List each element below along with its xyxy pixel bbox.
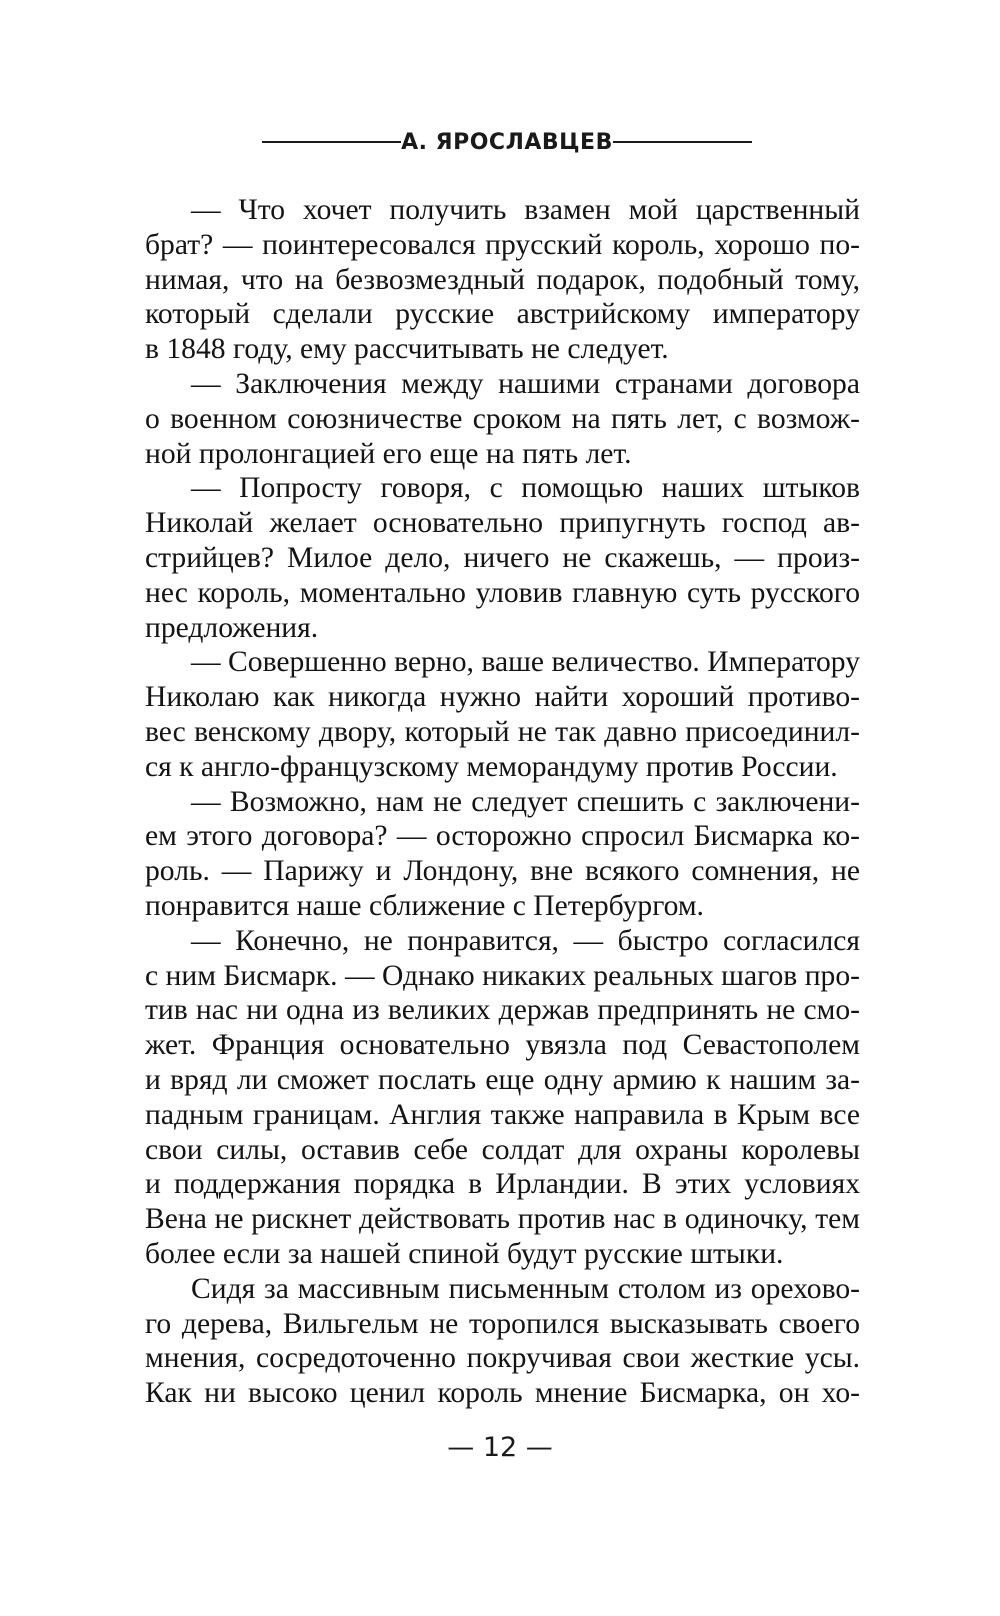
text-line: стрийцев? Милое дело, ничего не скажешь, — произ- [145, 541, 860, 574]
text-line: вес венскому двору, который не так давно присоединил- [145, 715, 860, 748]
text-line: — Заключения между нашими странами договора [191, 367, 860, 400]
text-line: более если за нашей спиной будут русские штыки. [145, 1237, 784, 1270]
text-line: нимая, что на безвозмездный подарок, подобный тому, [145, 263, 860, 296]
header-rule-right [613, 141, 752, 143]
text-line: который сделали русские австрийскому императору [145, 298, 860, 331]
text-line: — Возможно, нам не следует спешить с заключени- [191, 785, 860, 818]
text-line: Вена не рискнет действовать против нас в одиночку, тем [145, 1203, 860, 1236]
paragraph [145, 367, 860, 471]
text-line: ной пролонгацией его еще на пять лет. [145, 437, 632, 470]
text-line: Николаю как никогда нужно найти хороший противо- [145, 681, 860, 714]
text-line: свои силы, оставив себе солдат для охраны королевы [145, 1133, 860, 1166]
text-line: тив нас ни одна из великих держав предпринять не смо- [145, 994, 860, 1027]
page-number: — 12 — [447, 1432, 553, 1463]
author-name: А. ЯРОСЛАВЦЕВ [401, 129, 613, 155]
text-line: — Попросту говоря, с помощью наших штыков [191, 472, 860, 505]
text-line: роль. — Парижу и Лондону, вне всякого сомнения, не [145, 855, 860, 888]
text-line: предложения. [145, 611, 319, 644]
text-line: Как ни высоко ценил король мнение Бисмарка, он хо- [145, 1377, 860, 1410]
text-line: о военном союзничестве сроком на пять лет, с возмож- [145, 402, 860, 435]
text-line: нес король, моментально уловив главную суть русского [145, 576, 860, 609]
paragraph [145, 924, 860, 1272]
text-line: ем этого договора? — осторожно спросил Бисмарка ко- [145, 820, 860, 853]
text-line: и вряд ли сможет послать еще одну армию к нашим за- [145, 1063, 860, 1096]
paragraph [145, 1272, 860, 1411]
text-line: с ним Бисмарк. — Однако никаких реальных шагов про- [145, 959, 860, 992]
text-line: мнения, сосредоточенно покручивая свои жесткие усы. [145, 1342, 860, 1375]
text-line: падным границам. Англия также направила в Крым все [145, 1098, 860, 1131]
text-body [145, 193, 860, 1411]
paragraph [145, 193, 860, 367]
header-rule-left [262, 141, 401, 143]
text-line: жет. Франция основательно увязла под Севастополем [145, 1029, 860, 1062]
text-line: го дерева, Вильгельм не торопился высказывать своего [145, 1307, 860, 1340]
paragraph [145, 471, 860, 645]
running-header [262, 122, 752, 162]
text-line: брат? — поинтересовался прусский король, хорошо по- [145, 228, 860, 261]
text-line: в 1848 году, ему рассчитывать не следует. [145, 333, 669, 366]
text-line: — Конечно, не понравится, — быстро согласился [191, 924, 860, 957]
text-line: ся к англо-французскому меморандуму против России. [145, 750, 838, 783]
text-line: — Совершенно верно, ваше величество. Императору [191, 646, 860, 679]
text-line: и поддержания порядка в Ирландии. В этих условиях [145, 1168, 860, 1201]
paragraph [145, 645, 860, 784]
text-line: понравится наше сближение с Петербургом. [145, 889, 704, 922]
text-line: — Что хочет получить взамен мой царственный [191, 194, 860, 226]
text-line: Сидя за массивным письменным столом из орехово- [191, 1272, 860, 1305]
text-line: Николай желает основательно припугнуть господ ав- [145, 507, 860, 540]
paragraph [145, 785, 860, 924]
